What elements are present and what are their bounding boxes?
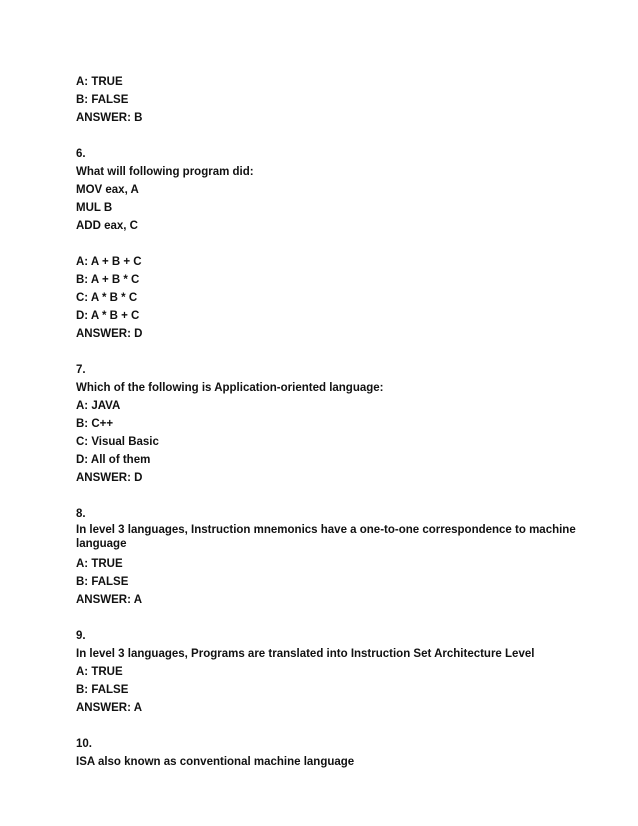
q7-option-b: B: C++ bbox=[76, 418, 114, 430]
spacer bbox=[76, 235, 576, 253]
q8-option-b: B: FALSE bbox=[76, 576, 129, 588]
q10-number: 10. bbox=[76, 738, 92, 750]
q7-option-c: C: Visual Basic bbox=[76, 436, 159, 448]
q7-answer: ANSWER: D bbox=[76, 472, 143, 484]
document-content bbox=[76, 73, 576, 771]
q8-number: 8. bbox=[76, 508, 86, 520]
q7-option-a: A: JAVA bbox=[76, 400, 121, 412]
q7-number: 7. bbox=[76, 364, 86, 376]
spacer bbox=[76, 717, 576, 735]
q5-option-a: A: TRUE bbox=[76, 76, 123, 88]
q6-code-line: ADD eax, C bbox=[76, 220, 138, 232]
q6-code-line: MUL B bbox=[76, 202, 113, 214]
q6-option-d: D: A * B + C bbox=[76, 310, 140, 322]
q9-option-b: B: FALSE bbox=[76, 684, 129, 696]
q7-option-d: D: All of them bbox=[76, 454, 151, 466]
q6-question: What will following program did: bbox=[76, 166, 254, 178]
q8-option-a: A: TRUE bbox=[76, 558, 123, 570]
q6-option-b: B: A + B * C bbox=[76, 274, 140, 286]
q9-option-a: A: TRUE bbox=[76, 666, 123, 678]
spacer bbox=[76, 127, 576, 145]
q9-question: In level 3 languages, Programs are translated into Instruction Set Architecture Level bbox=[76, 648, 535, 660]
spacer bbox=[76, 609, 576, 627]
spacer bbox=[76, 343, 576, 361]
q10-question: ISA also known as conventional machine language bbox=[76, 756, 355, 768]
q6-option-c: C: A * B * C bbox=[76, 292, 138, 304]
q6-answer: ANSWER: D bbox=[76, 328, 143, 340]
q7-question: Which of the following is Application-oriented language: bbox=[76, 382, 384, 394]
q6-number: 6. bbox=[76, 148, 86, 160]
q6-option-a: A: A + B + C bbox=[76, 256, 142, 268]
q8-answer: ANSWER: A bbox=[76, 594, 143, 606]
q9-number: 9. bbox=[76, 630, 86, 642]
q5-option-b: B: FALSE bbox=[76, 94, 129, 106]
q8-question: In level 3 languages, Instruction mnemonics have a one-to-one correspondence to machine language bbox=[76, 524, 576, 550]
q5-answer: ANSWER: B bbox=[76, 112, 143, 124]
q6-code-line: MOV eax, A bbox=[76, 184, 139, 196]
q9-answer: ANSWER: A bbox=[76, 702, 143, 714]
spacer bbox=[76, 487, 576, 505]
